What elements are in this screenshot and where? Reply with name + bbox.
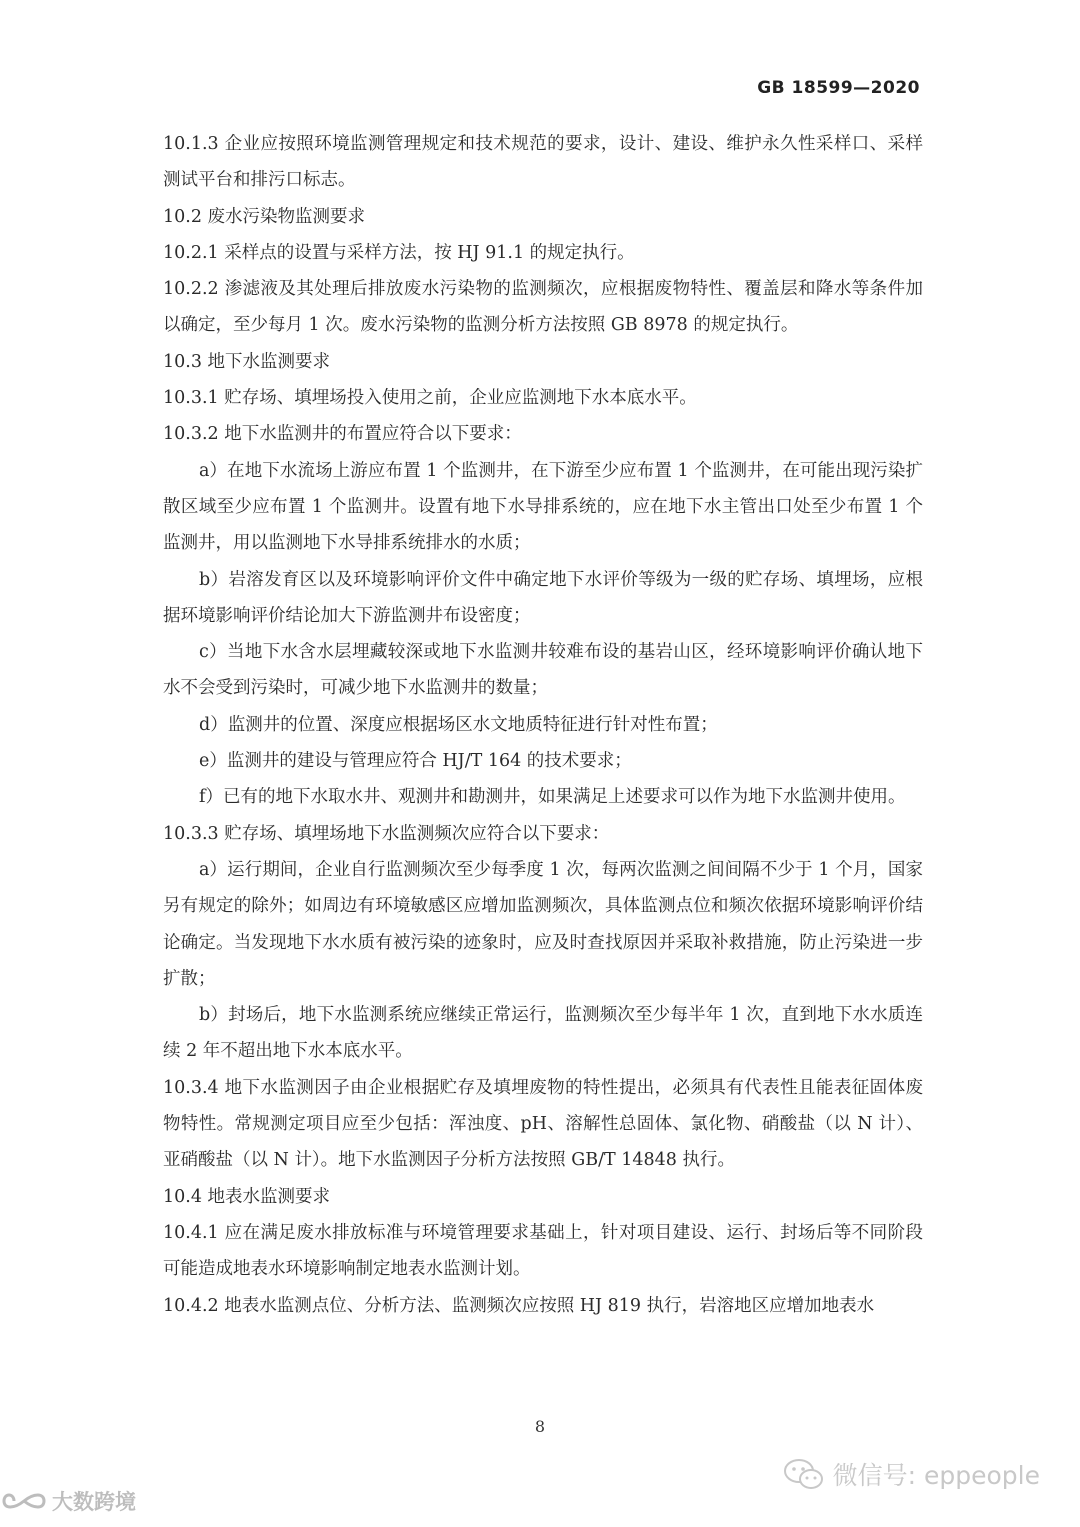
clause-10-3-2: 10.3.2 地下水监测井的布置应符合以下要求： <box>163 424 522 445</box>
list-item-10-3-3-b: b）封场后，地下水监测系统应继续正常运行，监测频次至少每半年 1 次，直到地下水水质连续 2 年不超出地下水本底水平。 <box>163 1005 923 1062</box>
list-item-10-3-3-a: a）运行期间，企业自行监测频次至少每季度 1 次，每两次监测之间间隔不少于 1 个月，国家另有规定的除外；如周边有环境敏感区应增加监测频次，具体监测点位和频次依据环境影响评价结论确定。当发现地下水水质有被污染的迹象时，应及时查找原因并采取补救措施，防止污染进一步扩散； <box>163 859 923 989</box>
document-body <box>163 126 923 1324</box>
wechat-id-text: 微信号: eppeople <box>832 1461 1040 1490</box>
clause-10-1-3: 10.1.3 企业应按照环境监测管理规定和技术规范的要求，设计、建设、维护永久性采样口、采样测试平台和排污口标志。 <box>163 134 923 191</box>
list-item-10-3-2-a: a）在地下水流场上游应布置 1 个监测井，在下游至少应布置 1 个监测井，在可能出现污染扩散区域至少应布置 1 个监测井。设置有地下水导排系统的，应在地下水主管出口处至少布置 1 个监测井，用以监测地下水导排系统排水的水质； <box>163 460 923 554</box>
list-item-10-3-2-f: f）已有的地下水取水井、观测井和勘测井，如果满足上述要求可以作为地下水监测井使用。 <box>199 787 906 808</box>
standard-code-header: GB 18599—2020 <box>757 78 920 98</box>
page-number: 8 <box>534 1417 546 1436</box>
list-item-10-3-2-b: b）岩溶发育区以及环境影响评价文件中确定地下水评价等级为一级的贮存场、填埋场，应根据环境影响评价结论加大下游监测井布设密度； <box>163 569 923 626</box>
clause-10-4-1: 10.4.1 应在满足废水排放标准与环境管理要求基础上，针对项目建设、运行、封场后等不同阶段可能造成地表水环境影响制定地表水监测计划。 <box>163 1222 923 1280</box>
wechat-icon <box>783 1457 825 1491</box>
clause-10-2-1: 10.2.1 采样点的设置与采样方法，按 HJ 91.1 的规定执行。 <box>163 242 635 263</box>
clause-10-3-3: 10.3.3 贮存场、填埋场地下水监测频次应符合以下要求： <box>163 823 610 844</box>
infinity-logo-icon <box>2 1488 46 1514</box>
site-name-text: 大数跨境 <box>52 1490 136 1514</box>
site-watermark <box>2 1486 136 1516</box>
section-heading-10-3: 10.3 地下水监测要求 <box>163 351 331 372</box>
wechat-watermark <box>783 1456 1040 1492</box>
section-heading-10-2: 10.2 废水污染物监测要求 <box>163 206 366 227</box>
list-item-10-3-2-c: c）当地下水含水层埋藏较深或地下水监测井较难布设的基岩山区，经环境影响评价确认地下水不会受到污染时，可减少地下水监测井的数量； <box>163 642 923 699</box>
section-heading-10-4: 10.4 地表水监测要求 <box>163 1186 331 1207</box>
clause-10-2-2: 10.2.2 渗滤液及其处理后排放废水污染物的监测频次，应根据废物特性、覆盖层和降水等条件加以确定，至少每月 1 次。废水污染物的监测分析方法按照 GB 8978 的规定执行。 <box>163 279 923 336</box>
list-item-10-3-2-d: d）监测井的位置、深度应根据场区水文地质特征进行针对性布置； <box>199 714 718 735</box>
list-item-10-3-2-e: e）监测井的建设与管理应符合 HJ/T 164 的技术要求； <box>199 751 632 772</box>
clause-10-3-1: 10.3.1 贮存场、填埋场投入使用之前，企业应监测地下水本底水平。 <box>163 388 697 409</box>
clause-10-4-2: 10.4.2 地表水监测点位、分析方法、监测频次应按照 HJ 819 执行，岩溶地区应增加地表水 <box>163 1295 875 1316</box>
clause-10-3-4: 10.3.4 地下水监测因子由企业根据贮存及填埋废物的特性提出，必须具有代表性且能表征固体废物特性。常规测定项目应至少包括：浑浊度、pH、溶解性总固体、氯化物、硝酸盐（以 N 计）、亚硝酸盐（以 N 计）。地下水监测因子分析方法按照 GB/T 14848 执行。 <box>163 1077 923 1171</box>
